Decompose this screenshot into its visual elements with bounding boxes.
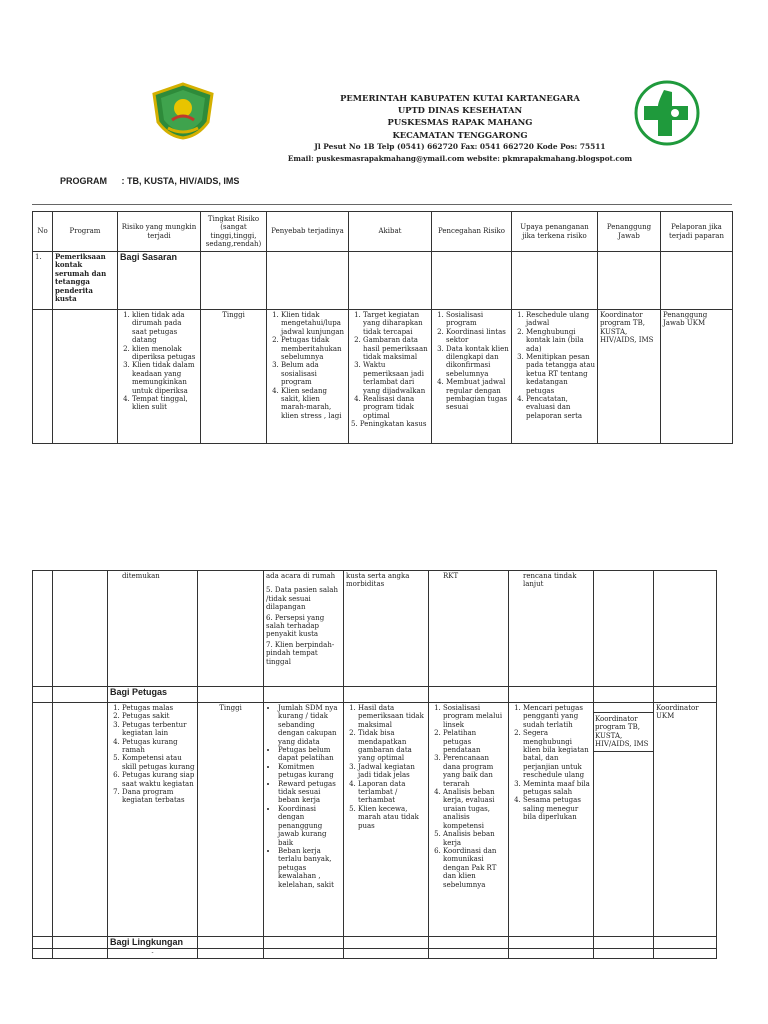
empty-cell	[53, 703, 108, 937]
list-item: 4. Membuat jadwal regular dengan pembagian tugas sesuai	[446, 378, 509, 412]
list-item: 5. Data pasien salah /tidak sesuai dilapangan	[266, 586, 338, 612]
list-item: 2. Segera menghubungi klien bila kegiatan batal, dan perjanjian untuk reschedule ulang	[523, 729, 591, 779]
letterhead-line-3: PUSKESMAS RAPAK MAHANG	[387, 117, 533, 128]
empty-cell	[509, 937, 594, 949]
list-item: 2. Pelatihan petugas pendataan	[443, 729, 506, 754]
list-item: 4. Analisis beban kerja, evaluasi uraian tugas, analisis kompetensi	[443, 788, 506, 830]
list-item: 3. Waktu pemeriksaan jadi terlambat dari yang dijadwalkan	[363, 361, 429, 395]
list-item: 2. Tidak bisa mendapatkan gambaran data yang optimal	[358, 729, 426, 763]
col-header-penanggung: Penanggung Jawab	[598, 212, 661, 252]
penyebab-cell	[264, 571, 344, 687]
empty-cell	[33, 937, 53, 949]
col-header-tingkat: Tingkat Risiko (sangat tinggi,tinggi, sedang,rendah)	[201, 212, 267, 252]
section-label: Bagi Lingkungan	[110, 937, 183, 947]
upaya-cell: rencana tindak lanjut	[509, 571, 594, 687]
penyebab-cell	[264, 703, 344, 937]
list-item: 3. Belum ada sosialisasi program	[281, 361, 346, 386]
empty-cell	[598, 252, 661, 310]
empty-cell	[198, 937, 264, 949]
empty-cell	[432, 252, 512, 310]
empty-cell	[429, 949, 509, 959]
list-item: 1. Hasil data pemeriksaan tidak maksimal	[358, 704, 426, 729]
letterhead-line-2: UPTD DINAS KESEHATAN	[397, 105, 523, 116]
empty-cell	[198, 571, 264, 687]
pencegahan-cell	[432, 310, 512, 444]
list-item: ada acara di rumah	[266, 572, 336, 580]
letterhead	[250, 92, 670, 165]
empty-cell	[594, 949, 654, 959]
letterhead-line-1: PEMERINTAH KABUPATEN KUTAI KARTANEGARA	[340, 93, 580, 103]
empty-cell	[53, 571, 108, 687]
empty-cell	[509, 687, 594, 703]
list-item: 1. Reschedule ulang jadwal	[526, 311, 595, 328]
table-row-section-petugas	[33, 687, 717, 703]
empty-cell	[349, 252, 432, 310]
empty-cell	[53, 310, 118, 444]
empty-cell	[509, 949, 594, 959]
empty-cell	[33, 310, 53, 444]
list-item: 2. Koordinasi lintas sektor	[446, 328, 509, 345]
list-item: 1. Target kegiatan yang diharapkan tidak tercapai	[363, 311, 429, 336]
table-row-lingkungan	[33, 949, 717, 959]
empty-cell	[661, 252, 733, 310]
list-item: -	[108, 949, 198, 959]
list-item: 1. klien tidak ada dirumah pada saat petugas datang	[132, 311, 198, 345]
list-item: 3. Meminta maaf bila petugas salah	[523, 780, 591, 797]
penanggung-box: Koordinator program TB, KUSTA, HIV/AIDS, IMS	[594, 712, 654, 752]
list-item: 2. klien menolak diperiksa petugas	[132, 345, 198, 362]
tingkat-cell: Tinggi	[201, 310, 267, 444]
puskesmas-cross-logo-icon	[634, 80, 700, 146]
akibat-cell	[344, 703, 429, 937]
list-item: 2. Menghubungi kontak lain (bila ada)	[526, 328, 595, 353]
col-header-pencegahan: Pencegahan Risiko	[432, 212, 512, 252]
empty-cell	[201, 252, 267, 310]
list-item: 2. Petugas sakit	[122, 712, 195, 720]
table-row-section-lingkungan	[33, 937, 717, 949]
risk-table-page1	[32, 211, 733, 444]
col-header-no: No	[33, 212, 53, 252]
col-header-penyebab: Penyebab terjadinya	[267, 212, 349, 252]
list-item: 3. Jadwal kegiatan jadi tidak jelas	[358, 763, 426, 780]
penanggung-cell	[594, 703, 654, 937]
risiko-cell: ditemukan	[108, 571, 198, 687]
empty-cell	[33, 703, 53, 937]
empty-cell	[264, 687, 344, 703]
risiko-cell	[118, 310, 201, 444]
list-item: 5. Peningkatan kasus	[351, 420, 427, 429]
list-item: • Jumlah SDM nya kurang / tidak sebanding dengan cakupan yang didata	[278, 704, 341, 746]
divider	[32, 204, 732, 205]
empty-cell	[344, 937, 429, 949]
section-heading-sasaran	[118, 252, 201, 310]
list-item: • Petugas belum dapat pelatihan	[278, 746, 341, 763]
list-item: • Reward petugas tidak sesuai beban kerja	[278, 780, 341, 805]
list-item: • Koordinasi dengan penanggung jawab kurang baik	[278, 805, 341, 847]
program-name: Pemeriksaan kontak serumah dan tetangga penderita kusta	[53, 252, 118, 310]
empty-cell	[33, 687, 53, 703]
empty-cell	[198, 687, 264, 703]
list-item: 4. Realisasi dana program tidak optimal	[363, 395, 429, 420]
program-line	[60, 176, 239, 186]
list-item: 1. Klien tidak mengetahui/lupa jadwal kunjungan	[281, 311, 346, 336]
list-item: 7. Dana program kegiatan terbatas	[122, 788, 195, 805]
list-item: 3. Petugas terbentur kegiatan lain	[122, 721, 195, 738]
col-header-akibat: Akibat	[349, 212, 432, 252]
empty-cell	[53, 937, 108, 949]
list-item: 2. Gambaran data hasil pemeriksaan tidak maksimal	[363, 336, 429, 361]
table-header-row	[33, 212, 733, 252]
risiko-cell	[108, 703, 198, 937]
program-label: PROGRAM	[60, 176, 107, 186]
empty-cell	[33, 571, 53, 687]
letterhead-line-4: KECAMATAN TENGGARONG	[392, 129, 528, 140]
letterhead-email: Email: puskesmasrapakmahang@ymail.com website: pkmrapakmahang.blogspot.com	[287, 154, 633, 164]
letterhead-address: Jl Pesut No 1B Telp (0541) 662720 Fax: 0541 662720 Kode Pos: 75511	[314, 141, 606, 151]
empty-cell	[654, 949, 717, 959]
list-item: 7. Klien berpindah-pindah tempat tinggal	[266, 640, 335, 666]
table-row-continuation	[33, 571, 717, 687]
table-row-petugas	[33, 703, 717, 937]
col-header-risiko: Risiko yang mungkin terjadi	[118, 212, 201, 252]
section-label: Bagi Sasaran	[120, 252, 178, 262]
risk-table-page2	[32, 570, 717, 959]
penyebab-cell	[267, 310, 349, 444]
empty-cell	[654, 571, 717, 687]
empty-cell	[53, 687, 108, 703]
list-item: 4. Pencatatan, evaluasi dan pelaporan serta	[526, 395, 595, 420]
list-item: 3. Klien tidak dalam keadaan yang memungkinkan untuk diperiksa	[132, 361, 198, 395]
section-heading-lingkungan	[108, 937, 198, 949]
list-item: 3. Data kontak klien dilengkapi dan dikonfirmasi sebelumnya	[446, 345, 509, 379]
list-item: 6. Persepsi yang salah terhadap penyakit kusta	[266, 613, 325, 639]
empty-cell	[429, 937, 509, 949]
list-item: 1. Sosialisasi program melalui linsek	[443, 704, 506, 729]
list-item: 4. Petugas kurang ramah	[122, 738, 195, 755]
akibat-cell: kusta serta angka morbiditas	[344, 571, 429, 687]
list-item: 1. Petugas malas	[122, 704, 195, 712]
tingkat-cell: Tinggi	[198, 703, 264, 937]
table-row-program	[33, 252, 733, 310]
empty-cell	[654, 937, 717, 949]
list-item: 1. Sosialisasi program	[446, 311, 509, 328]
list-item: 4. Klien sedang sakit, klien marah-marah, klien stress , lagi	[281, 387, 346, 421]
list-item: 5. Kompetensi atau skill petugas kurang	[122, 754, 195, 771]
empty-cell	[344, 687, 429, 703]
list-item: 4. Laporan data terlambat / terhambat	[358, 780, 426, 805]
empty-cell	[429, 687, 509, 703]
empty-cell	[594, 937, 654, 949]
col-header-upaya: Upaya penanganan jika terkena risiko	[512, 212, 598, 252]
col-header-program: Program	[53, 212, 118, 252]
upaya-cell	[509, 703, 594, 937]
empty-cell	[53, 949, 108, 959]
upaya-cell	[512, 310, 598, 444]
list-item: • Komitmen petugas kurang	[278, 763, 341, 780]
empty-cell	[33, 949, 53, 959]
pelaporan-cell: Penanggung Jawab UKM	[661, 310, 733, 444]
akibat-cell	[349, 310, 432, 444]
list-item: 5. Klien kecewa, marah atau tidak puas	[358, 805, 426, 830]
list-item: 3. Menitipkan pesan pada tetangga atau ketua RT tentang kedatangan petugas	[526, 353, 595, 395]
list-item: 3. Perencanaan dana program yang baik dan terarah	[443, 754, 506, 788]
penanggung-cell: Koordinator program TB, KUSTA, HIV/AIDS, IMS	[598, 310, 661, 444]
empty-cell	[264, 937, 344, 949]
empty-cell	[264, 949, 344, 959]
pelaporan-cell: Koordinator UKM	[654, 703, 717, 937]
section-label: Bagi Petugas	[110, 687, 168, 697]
kutai-kartanegara-emblem-icon	[150, 82, 216, 140]
list-item: 2. Petugas tidak memberitahukan sebelumnya	[281, 336, 346, 361]
table-row-sasaran	[33, 310, 733, 444]
empty-cell	[344, 949, 429, 959]
section-heading-petugas	[108, 687, 198, 703]
list-item: 6. Petugas kurang siap saat waktu kegiatan	[122, 771, 195, 788]
col-header-pelaporan: Pelaporan jika terjadi paparan	[661, 212, 733, 252]
empty-cell	[654, 687, 717, 703]
list-item: 5. Analisis beban kerja	[443, 830, 506, 847]
empty-cell	[594, 687, 654, 703]
list-item: 6. Koordinasi dan komunikasi dengan Pak RT dan klien sebelumnya	[443, 847, 506, 889]
empty-cell	[594, 571, 654, 687]
list-item: 1. Mencari petugas pengganti yang sudah terlatih	[523, 704, 591, 729]
empty-cell	[512, 252, 598, 310]
pencegahan-cell: RKT	[429, 571, 509, 687]
list-item: 4. Sesama petugas saling menegur bila diperlukan	[523, 796, 591, 821]
empty-cell	[267, 252, 349, 310]
list-item: 4. Tempat tinggal, klien sulit	[132, 395, 198, 412]
row-number: 1.	[33, 252, 53, 310]
program-value: : TB, KUSTA, HIV/AIDS, IMS	[121, 176, 240, 186]
pencegahan-cell	[429, 703, 509, 937]
list-item: • Beban kerja terlalu banyak, petugas kewalahan , kelelahan, sakit	[278, 847, 341, 889]
empty-cell	[198, 949, 264, 959]
